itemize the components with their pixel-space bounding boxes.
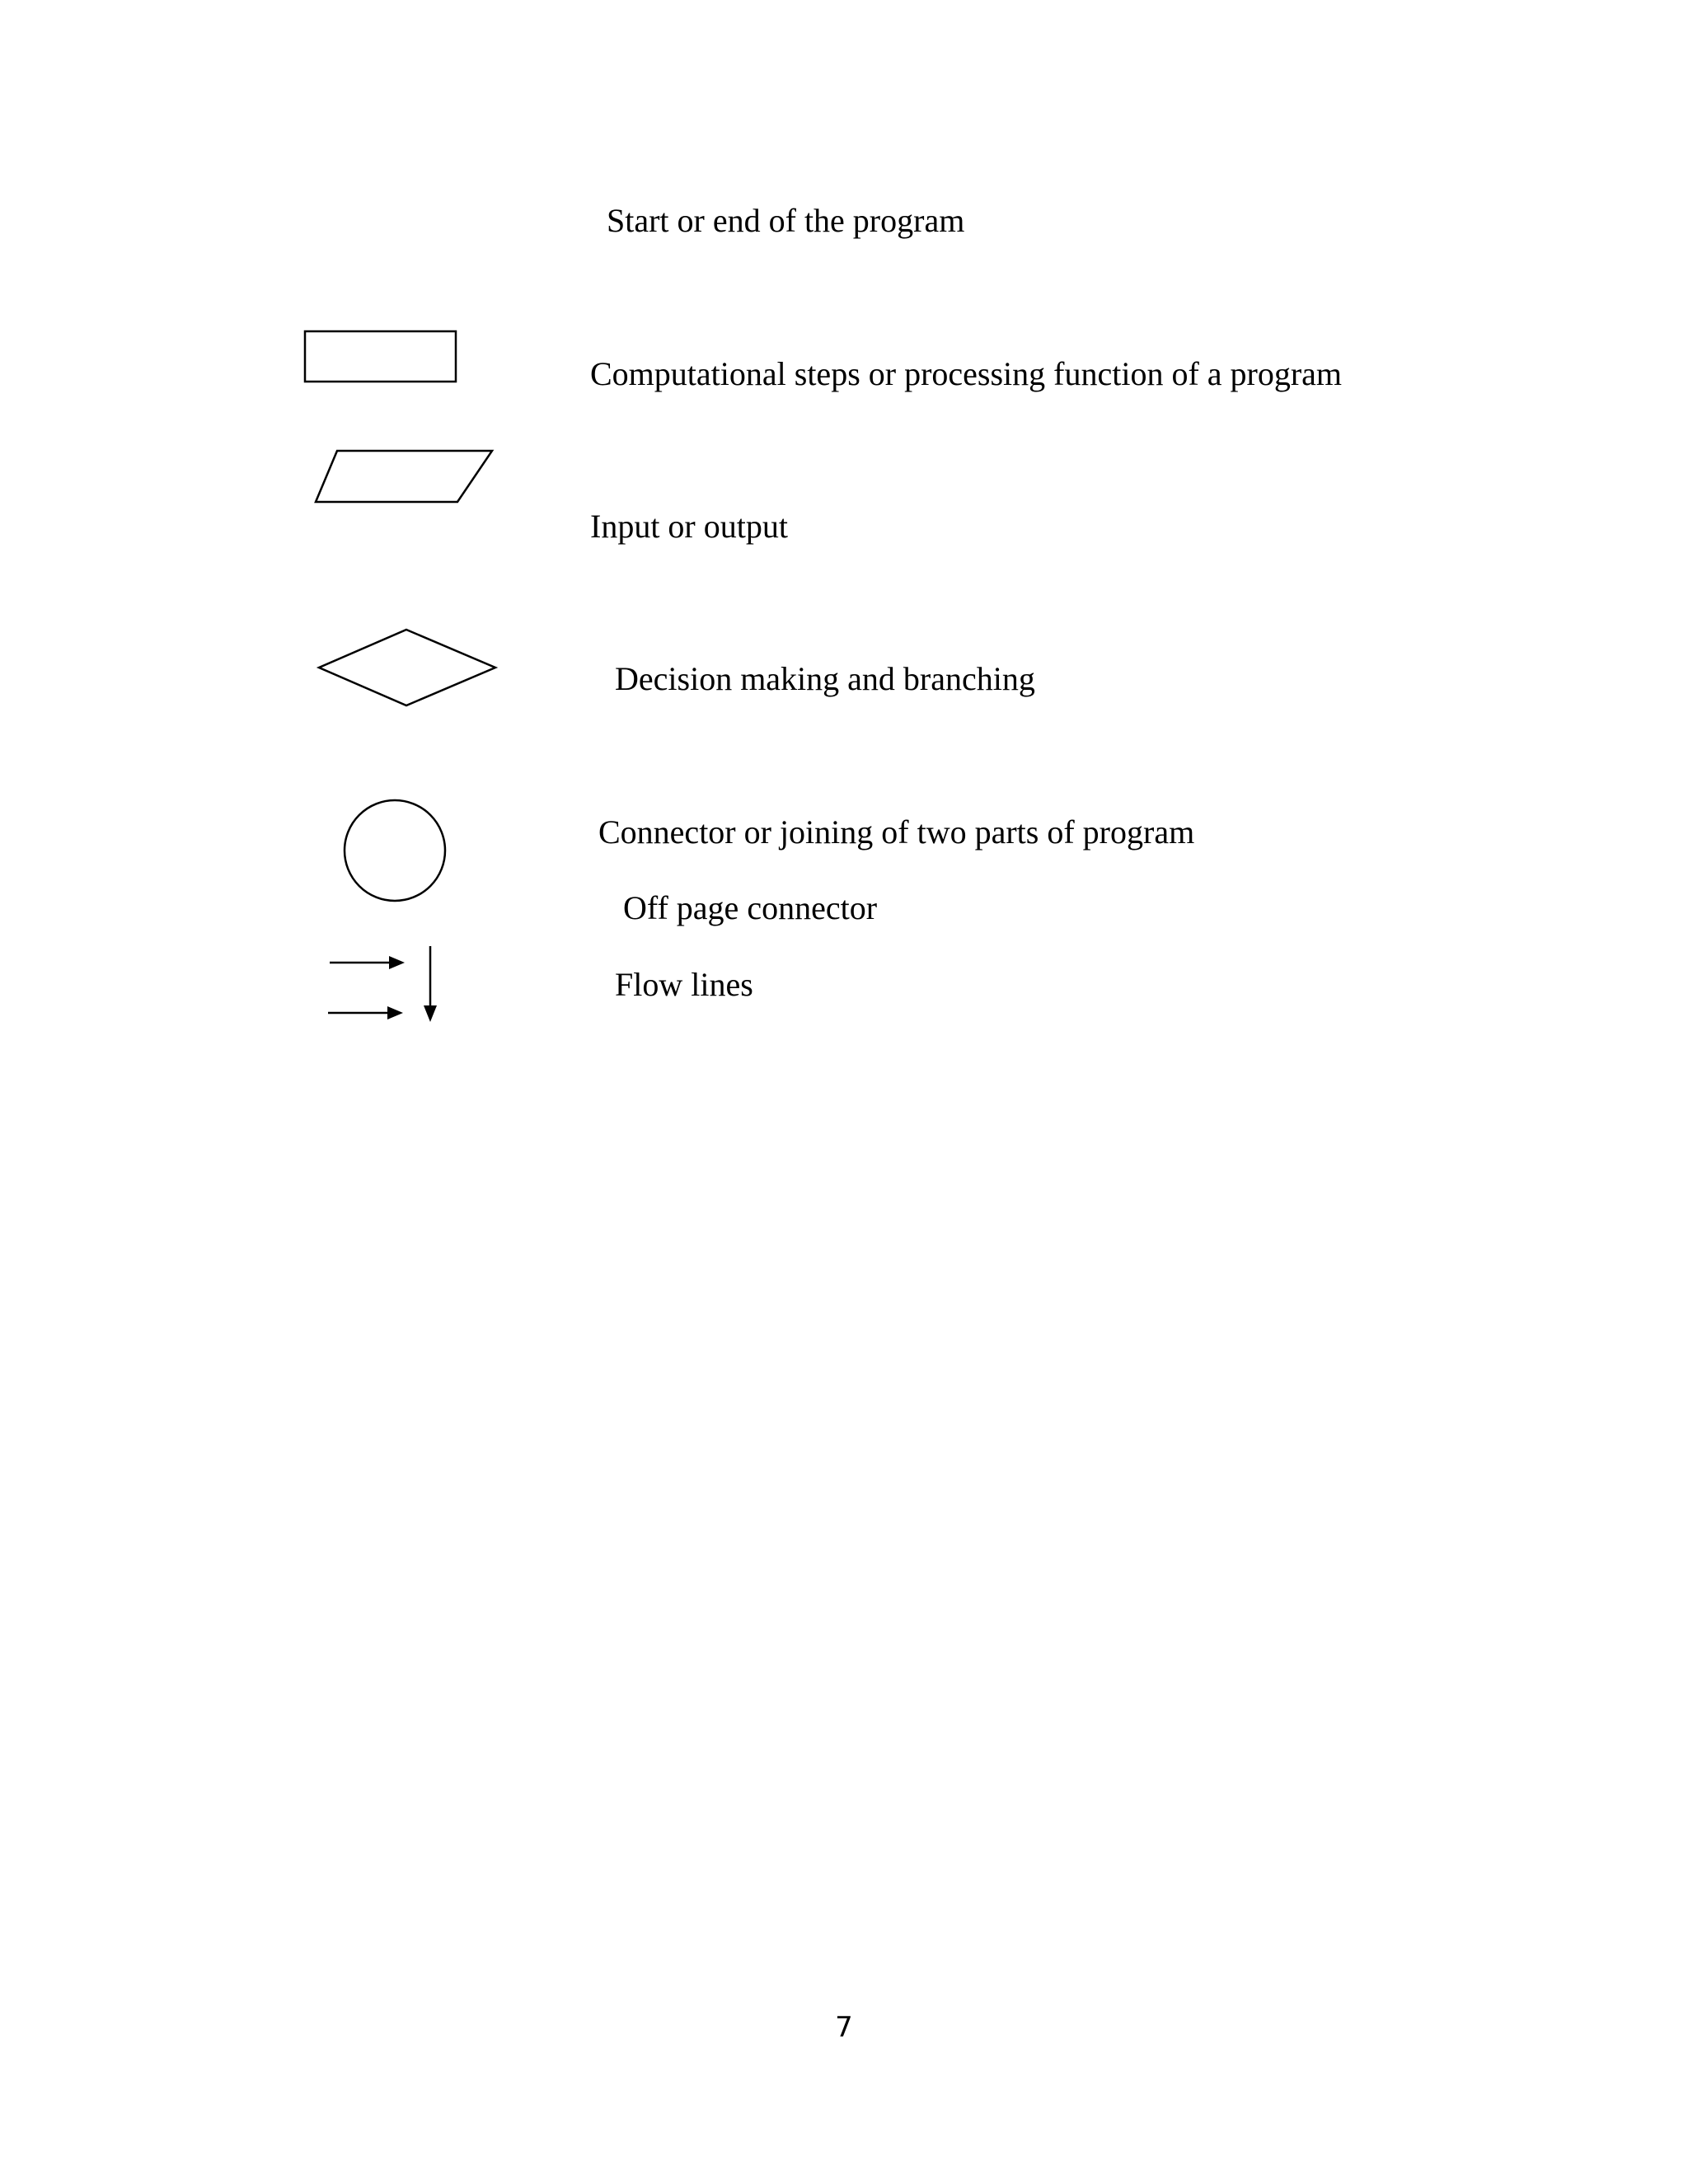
label-decision: Decision making and branching (615, 660, 1035, 697)
label-input-output: Input or output (590, 508, 788, 545)
label-flow-lines: Flow lines (615, 966, 753, 1003)
label-off-page-connector: Off page connector (623, 889, 878, 926)
label-process: Computational steps or processing function of a program (590, 355, 1343, 392)
decision-diamond-icon (319, 630, 495, 705)
process-rectangle-icon (305, 331, 456, 382)
input-output-parallelogram-icon (316, 451, 492, 502)
label-connector: Connector or joining of two parts of program (598, 813, 1195, 851)
flow-lines-arrows-icon (328, 946, 437, 1022)
connector-circle-icon (345, 800, 445, 901)
page-number: 7 (835, 2011, 853, 2044)
label-start-end: Start or end of the program (607, 202, 965, 239)
